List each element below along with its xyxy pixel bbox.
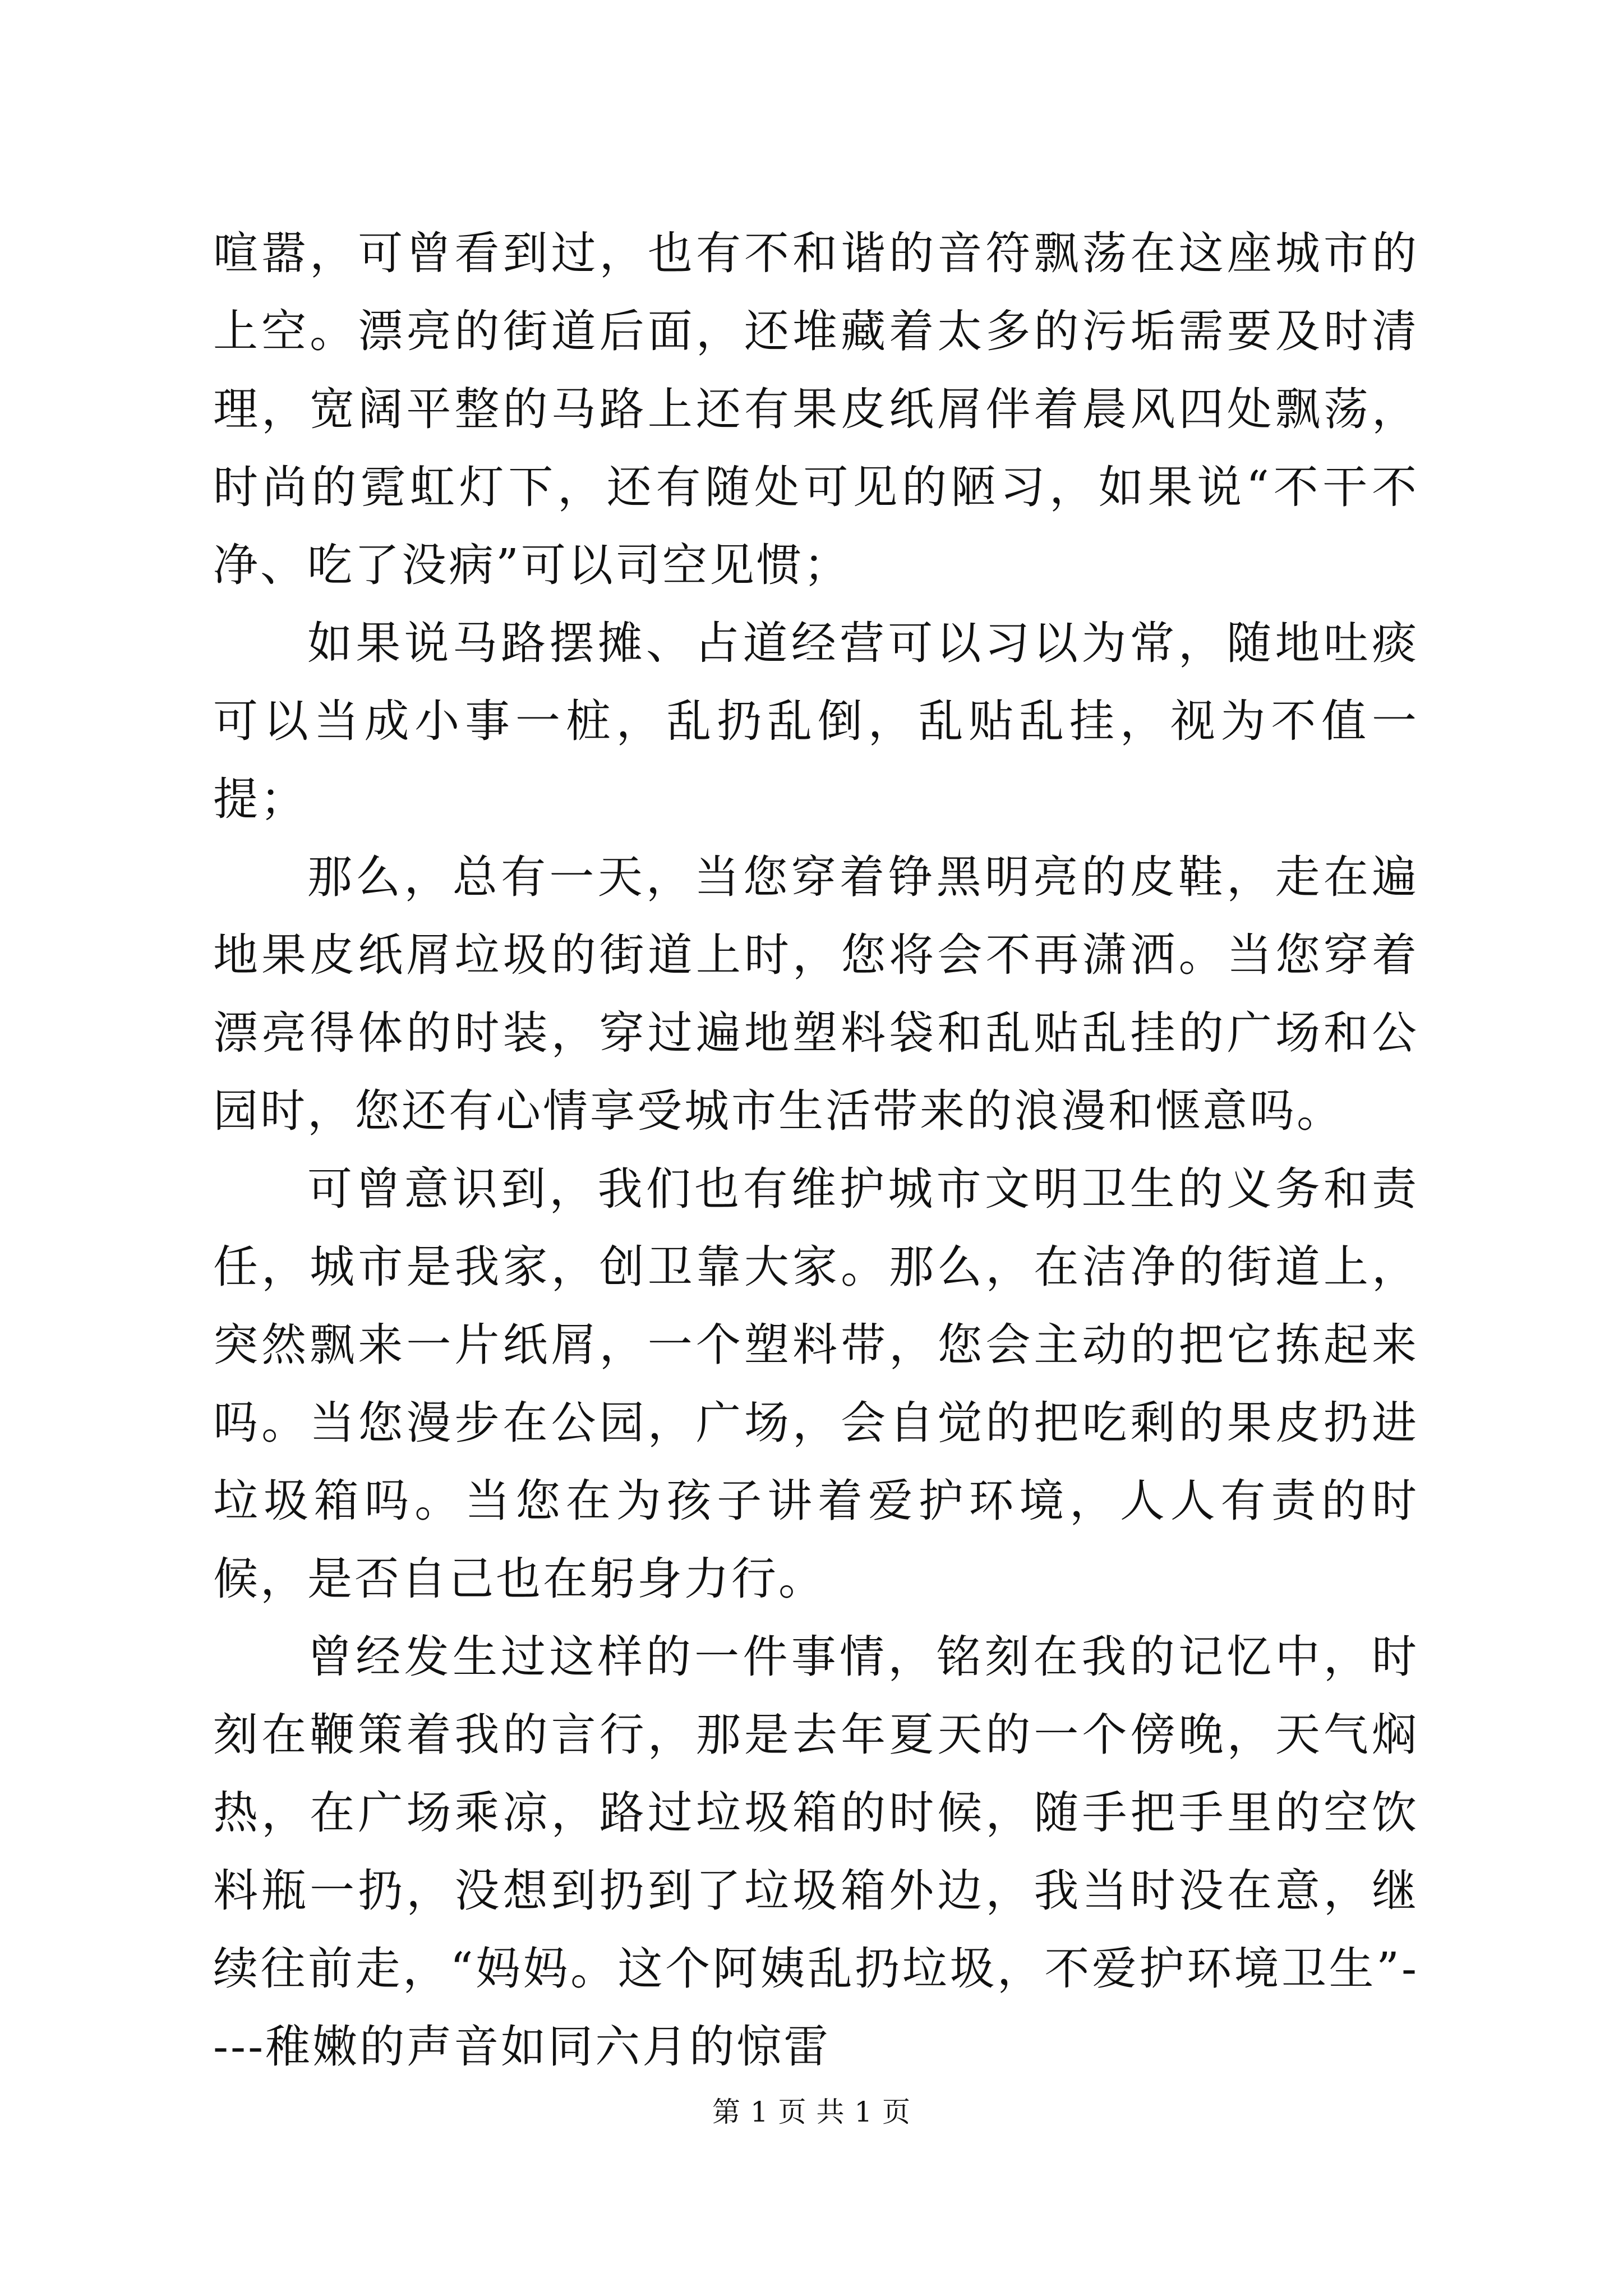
page-footer: 第 1 页 共 1 页 bbox=[712, 2096, 911, 2128]
paragraph-3: 那么，总有一天，当您穿着铮黑明亮的皮鞋，走在遍地果皮纸屑垃圾的街道上时，您将会不再潇洒。当您穿着漂亮得体的时装，穿过遍地塑料袋和乱贴乱挂的广场和公园时，您还有心情享受城市生活带来的浪漫和惬意吗。 bbox=[213, 851, 1419, 1137]
paragraph-5: 曾经发生过这样的一件事情，铭刻在我的记忆中，时刻在鞭策着我的言行，那是去年夏天的一个傍晚，天气焖热，在广场乘凉，路过垃圾箱的时候，随手把手里的空饮料瓶一扔，没想到扔到了垃圾箱外边，我当时没在意，继续往前走，“妈妈。这个阿姨乱扔垃圾，不爱护环境卫生”----稚嫩的声音如同六月的惊雷 bbox=[213, 1631, 1419, 2073]
paragraph-1: 喧嚣，可曾看到过，也有不和谐的音符飘荡在这座城市的上空。漂亮的街道后面，还堆藏着太多的污垢需要及时清理，宽阔平整的马路上还有果皮纸屑伴着晨风四处飘荡，时尚的霓虹灯下，还有随处可见的陋习，如果说“不干不净、吃了没病”可以司空见惯； bbox=[213, 227, 1419, 591]
document-body bbox=[213, 214, 1419, 2086]
paragraph-4: 可曾意识到，我们也有维护城市文明卫生的义务和责任，城市是我家，创卫靠大家。那么，在洁净的街道上，突然飘来一片纸屑，一个塑料带，您会主动的把它拣起来吗。当您漫步在公园，广场，会自觉的把吃剩的果皮扔进垃圾箱吗。当您在为孩子讲着爱护环境，人人有责的时候，是否自己也在躬身力行。 bbox=[213, 1163, 1419, 1605]
paragraph-2: 如果说马路摆摊、占道经营可以习以为常，随地吐痰可以当成小事一桩，乱扔乱倒，乱贴乱挂，视为不值一提； bbox=[213, 617, 1419, 825]
